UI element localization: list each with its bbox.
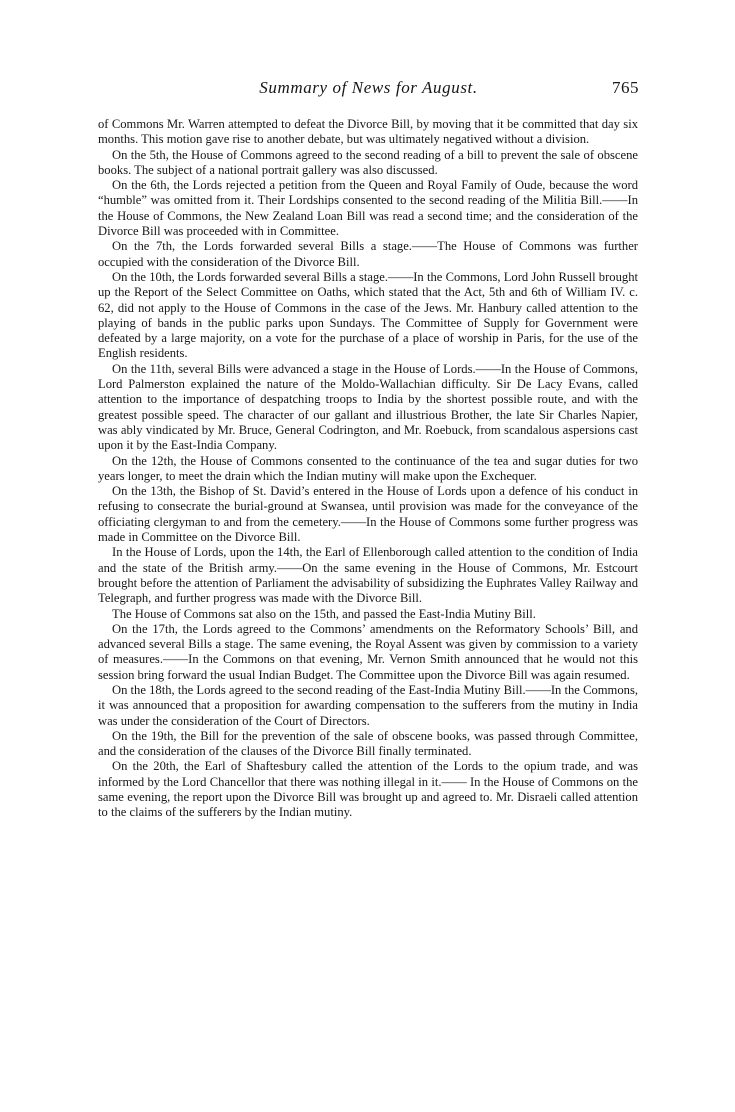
paragraph-6th: On the 6th, the Lords rejected a petition from the Queen and Royal Family of Oude, because the word “humble” was omitted from it. Their Lordships consented to the second reading of the Militia Bill.——In the House of Commons, the New Zealand Loan Bill was read a second time; and the consideration of the Divorce Bill was proceeded with in Committee. — [98, 178, 638, 239]
page-header — [98, 78, 639, 102]
paragraph-19th: On the 19th, the Bill for the prevention of the sale of obscene books, was passed through Committee, and the consideration of the clauses of the Divorce Bill finally terminated. — [98, 728, 638, 759]
paragraph-15th: The House of Commons sat also on the 15th, and passed the East-India Mutiny Bill. — [112, 606, 536, 621]
article-body — [98, 117, 638, 821]
page-number: 765 — [612, 78, 639, 97]
paragraph-11th: On the 11th, several Bills were advanced a stage in the House of Lords.——In the House of Commons, Lord Palmerston explained the nature of the Moldo-Wallachian difficulty. Sir De Lacy Evans, called attention to the importance of despatching troops to India by the shortest possible route, and with the greatest possible speed. The character of our gallant and illustrious Brother, the late Sir Charles Napier, was ably vindicated by Mr. Bruce, General Codrington, and Mr. Roebuck, from scandalous aspersions cast upon it by the East-India Company. — [98, 361, 638, 453]
paragraph-14th: In the House of Lords, upon the 14th, the Earl of Ellenborough called attention to the condition of India and the state of the British army.——On the same evening in the House of Commons, Mr. Estcourt brought before the attention of Parliament the advisability of subsidizing the Euphrates Valley Railway and Telegraph, and further progress was made with the Divorce Bill. — [98, 545, 638, 606]
paragraph-5th: On the 5th, the House of Commons agreed to the second reading of a bill to prevent the sale of obscene books. The subject of a national portrait gallery was also discussed. — [98, 147, 638, 177]
running-title: Summary of News for August. — [259, 78, 478, 97]
paragraph-7th: On the 7th, the Lords forwarded several Bills a stage.——The House of Commons was further occupied with the consideration of the Divorce Bill. — [98, 239, 638, 269]
paragraph-13th: On the 13th, the Bishop of St. David’s entered in the House of Lords upon a defence of his conduct in refusing to consecrate the burial-ground at Swansea, until provision was made for the conveyance of the officiating clergyman to and from the cemetery.——In the House of Commons some further progress was made in Committee on the Divorce Bill. — [98, 484, 638, 545]
paragraph-continued: of Commons Mr. Warren attempted to defeat the Divorce Bill, by moving that it be committed that day six months. This motion gave rise to another debate, but was ultimately negatived without a division. — [98, 117, 638, 147]
paragraph-10th: On the 10th, the Lords forwarded several Bills a stage.——In the Commons, Lord John Russell brought up the Report of the Select Committee on Oaths, which stated that the Act, 5th and 6th of William IV. c. 62, did not apply to the House of Commons in the case of the Jews. Mr. Hanbury called attention to the playing of bands in the public parks upon Sundays. The Committee of Supply for Government were defeated by a large majority, on a vote for the purchase of a place of worship in Paris, for the use of the English residents. — [98, 269, 638, 361]
paragraph-17th: On the 17th, the Lords agreed to the Commons’ amendments on the Reformatory Schools’ Bill, and advanced several Bills a stage. The same evening, the Royal Assent was given by commission to a variety of measures.——In the Commons on that evening, Mr. Vernon Smith announced that he would not this session bring forward the usual Indian Budget. The Committee upon the Divorce Bill was again resumed. — [98, 621, 638, 682]
paragraph-20th: On the 20th, the Earl of Shaftesbury called the attention of the Lords to the opium trade, and was informed by the Lord Chancellor that there was nothing illegal in it.—— In the House of Commons on the same evening, the report upon the Divorce Bill was brought up and agreed to. Mr. Disraeli called attention to the claims of the sufferers by the Indian mutiny. — [98, 759, 638, 820]
paragraph-12th: On the 12th, the House of Commons consented to the continuance of the tea and sugar duties for two years longer, to meet the drain which the Indian mutiny will make upon the Exchequer. — [98, 453, 638, 483]
paragraph-18th: On the 18th, the Lords agreed to the second reading of the East-India Mutiny Bill.——In the Commons, it was announced that a proposition for awarding compensation to the sufferers from the mutiny in India was under the consideration of the Court of Directors. — [98, 682, 638, 728]
